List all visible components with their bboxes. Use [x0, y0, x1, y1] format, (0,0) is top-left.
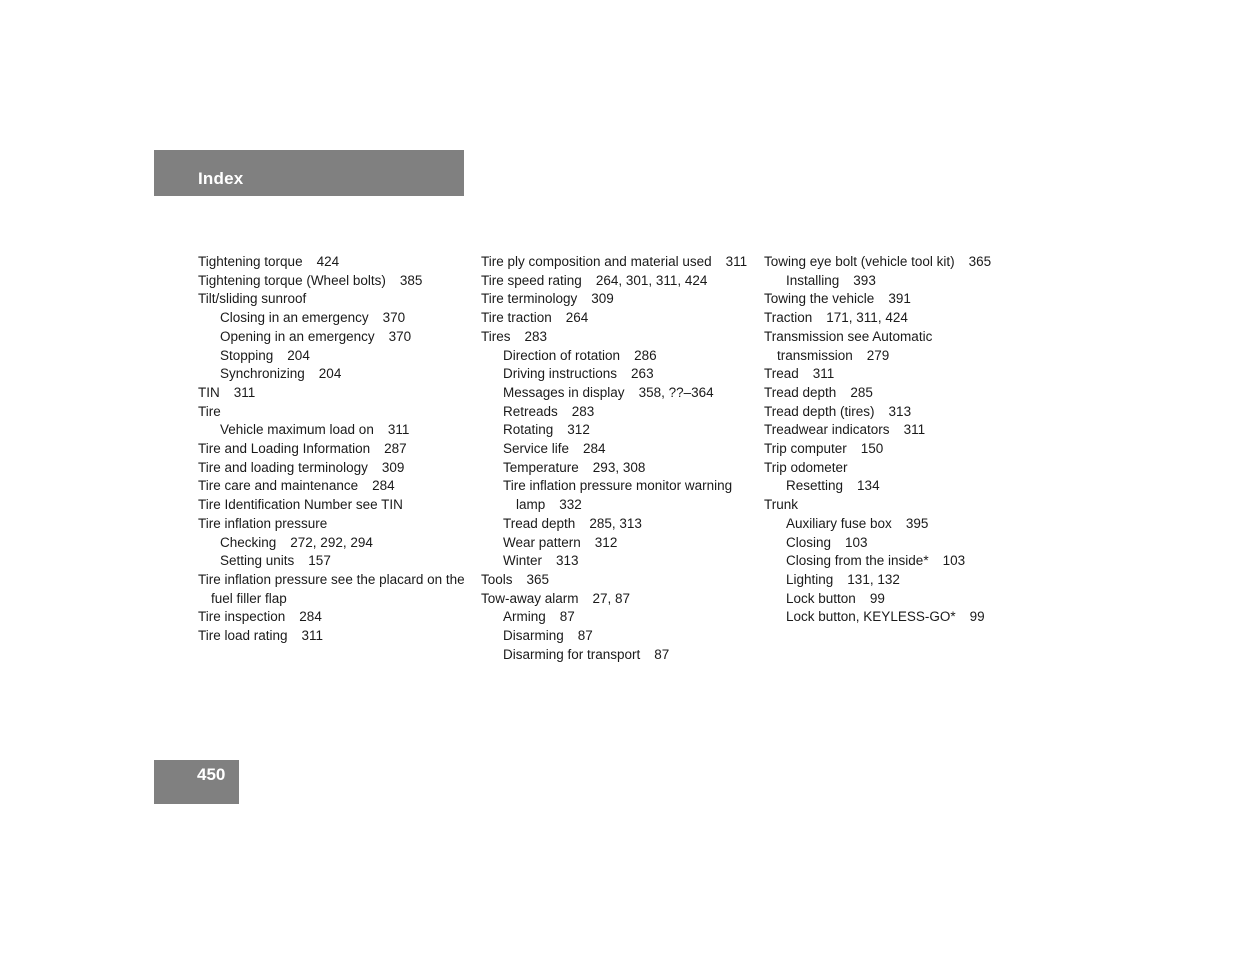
index-term: Direction of rotation — [503, 347, 621, 363]
index-subentry — [198, 309, 473, 328]
page-reference: 424 — [316, 254, 340, 269]
index-term: Tire inflation pressure — [198, 515, 328, 531]
index-term: Retreads — [503, 403, 558, 419]
index-term: Opening in an emergency — [220, 328, 375, 344]
page-reference: 103 — [942, 553, 966, 569]
page-reference: 311 — [387, 422, 410, 438]
page-reference: 332 — [559, 497, 582, 513]
index-entry — [764, 496, 1039, 515]
index-term: Tread — [764, 366, 799, 382]
index-term: Driving instructions — [503, 366, 618, 382]
page-reference: 311 — [301, 628, 324, 644]
page-reference: 150 — [860, 441, 884, 457]
index-subentry — [764, 515, 1039, 534]
index-term: Wear pattern — [503, 534, 581, 550]
page-reference: 283 — [524, 328, 548, 344]
page-reference: 370 — [382, 310, 406, 326]
index-term: Tire load rating — [198, 628, 288, 644]
index-term: Tread depth — [764, 384, 837, 400]
index-term: Trunk — [764, 497, 799, 513]
page-title: Index — [198, 169, 244, 188]
page-reference: 283 — [571, 403, 595, 419]
index-entry — [764, 421, 1039, 440]
index-term: Lock button — [786, 590, 856, 606]
index-column-1 — [198, 253, 473, 646]
page-reference: 171, 311, 424 — [826, 310, 908, 326]
page-reference: 204 — [318, 366, 342, 382]
index-subentry — [764, 552, 1039, 571]
page-reference: 391 — [888, 291, 911, 307]
page-reference: 286 — [634, 347, 657, 363]
index-subentry — [198, 534, 473, 553]
index-entry — [764, 384, 1039, 403]
index-entry — [198, 384, 473, 403]
index-term: Rotating — [503, 422, 554, 438]
index-entry — [764, 403, 1039, 422]
index-subentry — [764, 272, 1039, 291]
index-subentry — [481, 347, 756, 366]
page-number: 450 — [197, 765, 226, 784]
page-reference: 99 — [969, 609, 985, 625]
index-term: Tire terminology — [481, 291, 578, 307]
index-term: Trip computer — [764, 441, 847, 457]
index-entry — [198, 608, 473, 627]
page-reference: 99 — [869, 590, 885, 606]
page-reference: 312 — [594, 534, 618, 550]
index-entry — [764, 440, 1039, 459]
index-subentry — [481, 552, 756, 571]
index-term: Tilt/sliding sunroof — [198, 291, 307, 307]
index-entry — [198, 272, 473, 291]
index-entry — [481, 309, 756, 328]
index-entry — [764, 309, 1039, 328]
index-term: Disarming for transport — [503, 646, 641, 662]
index-term: Closing — [786, 534, 832, 550]
index-term: Closing in an emergency — [220, 310, 369, 326]
index-term: Temperature — [503, 459, 579, 475]
index-entry — [481, 253, 756, 272]
page-reference: 87 — [559, 609, 575, 625]
page-reference: 103 — [845, 534, 868, 550]
index-term: Winter — [503, 553, 543, 569]
index-subentry — [198, 347, 473, 366]
index-entry — [481, 571, 756, 590]
index-subentry — [764, 608, 1039, 627]
index-term: Resetting — [786, 478, 844, 494]
index-term: Tire inflation pressure monitor warning lamp — [503, 478, 733, 513]
index-term: Arming — [503, 609, 546, 625]
index-subentry — [198, 552, 473, 571]
index-term: Messages in display — [503, 384, 625, 400]
page-reference: 285, 313 — [589, 515, 642, 531]
index-term: Treadwear indicators — [764, 422, 890, 438]
index-term: Towing eye bolt (vehicle tool kit) — [764, 254, 955, 269]
index-header-band — [154, 150, 464, 196]
index-entry — [764, 290, 1039, 309]
index-entry — [198, 571, 473, 608]
index-subentry — [764, 534, 1039, 553]
index-term: Traction — [764, 310, 813, 326]
index-term: Tire Identification Number see TIN — [198, 497, 403, 513]
index-term: Vehicle maximum load on — [220, 422, 374, 438]
index-subentry — [481, 403, 756, 422]
index-term: Tires — [481, 328, 511, 344]
index-entry — [764, 253, 1039, 272]
index-subentry — [481, 477, 756, 514]
page-reference: 264, 301, 311, 424 — [595, 272, 708, 288]
index-term: Towing the vehicle — [764, 291, 875, 307]
index-term: Setting units — [220, 553, 295, 569]
index-term: Trip odometer — [764, 459, 848, 475]
page-reference: 285 — [850, 384, 873, 400]
page-reference: 131, 132 — [847, 571, 900, 587]
index-term: Checking — [220, 534, 277, 550]
index-term: Auxiliary fuse box — [786, 515, 892, 531]
index-entry — [481, 272, 756, 291]
index-subentry — [481, 534, 756, 553]
index-term: Tire speed rating — [481, 272, 582, 288]
index-term: Transmission see Automatic transmission — [764, 328, 933, 363]
page-reference: 263 — [631, 366, 654, 382]
index-subentry — [198, 421, 473, 440]
index-term: Tire ply composition and material used — [481, 254, 712, 269]
index-subentry — [198, 365, 473, 384]
index-term: Tools — [481, 571, 513, 587]
page-reference: 27, 87 — [592, 590, 631, 606]
page-reference: 313 — [556, 553, 579, 569]
page-reference: 365 — [968, 254, 992, 269]
index-entry — [481, 328, 756, 347]
index-term: Tire care and maintenance — [198, 478, 359, 494]
index-term: Service life — [503, 441, 570, 457]
index-term: Lock button, KEYLESS-GO* — [786, 609, 956, 625]
index-entry — [198, 459, 473, 478]
page-reference: 284 — [299, 609, 322, 625]
page-reference: 264 — [565, 310, 589, 326]
index-term: Synchronizing — [220, 366, 305, 382]
index-term: Tightening torque (Wheel bolts) — [198, 272, 386, 288]
index-entry — [198, 253, 473, 272]
index-entry — [198, 290, 473, 309]
index-entry — [198, 477, 473, 496]
page-reference: 311 — [233, 384, 256, 400]
index-subentry — [481, 421, 756, 440]
index-entry — [764, 328, 1039, 365]
index-column-3 — [764, 253, 1039, 627]
page-reference: 287 — [384, 441, 407, 457]
index-subentry — [481, 515, 756, 534]
index-subentry — [481, 459, 756, 478]
page-number-tab — [154, 760, 239, 804]
index-entry — [764, 459, 1039, 478]
index-term: Tread depth — [503, 515, 576, 531]
index-term: TIN — [198, 384, 220, 400]
index-subentry — [198, 328, 473, 347]
index-subentry — [481, 365, 756, 384]
page-reference: 309 — [381, 459, 405, 475]
page-reference: 358, ??–364 — [638, 384, 714, 400]
index-entry — [198, 440, 473, 459]
index-subentry — [481, 627, 756, 646]
page-reference: 279 — [866, 347, 890, 363]
page-reference: 272, 292, 294 — [290, 534, 373, 550]
page-reference: 365 — [526, 571, 550, 587]
page-reference: 293, 308 — [592, 459, 646, 475]
index-entry — [198, 515, 473, 534]
page-reference: 313 — [888, 403, 912, 419]
page-reference: 134 — [857, 478, 880, 494]
page-reference: 204 — [287, 347, 310, 363]
index-entry — [764, 365, 1039, 384]
index-term: Disarming — [503, 628, 564, 644]
index-term: Tire and loading terminology — [198, 459, 368, 475]
page-reference: 87 — [577, 628, 593, 644]
page-reference: 393 — [853, 272, 876, 288]
page-reference: 385 — [399, 272, 423, 288]
page-reference: 284 — [583, 441, 606, 457]
index-term: Tread depth (tires) — [764, 403, 875, 419]
index-term: Tire inflation pressure see the placard on the fuel filler flap — [198, 571, 465, 606]
index-term: Tow-away alarm — [481, 590, 579, 606]
index-term: Tire — [198, 403, 221, 419]
index-term: Installing — [786, 272, 840, 288]
index-entry — [481, 290, 756, 309]
page-reference: 87 — [654, 646, 670, 662]
index-subentry — [481, 384, 756, 403]
index-entry — [198, 627, 473, 646]
index-subentry — [481, 440, 756, 459]
page-reference: 311 — [725, 254, 748, 269]
index-entry — [198, 403, 473, 422]
index-subentry — [764, 590, 1039, 609]
index-term: Tire and Loading Information — [198, 441, 371, 457]
index-term: Tire traction — [481, 310, 552, 326]
index-subentry — [481, 608, 756, 627]
index-term: Closing from the inside* — [786, 553, 929, 569]
index-term: Lighting — [786, 571, 834, 587]
index-term: Tightening torque — [198, 254, 303, 269]
page-reference: 284 — [372, 478, 395, 494]
page-reference: 309 — [591, 291, 614, 307]
index-term: Stopping — [220, 347, 274, 363]
index-entry — [481, 590, 756, 609]
page-reference: 311 — [903, 422, 926, 438]
index-subentry — [764, 477, 1039, 496]
page-reference: 370 — [388, 328, 412, 344]
index-term: Tire inspection — [198, 609, 286, 625]
index-column-2 — [481, 253, 756, 664]
page-reference: 395 — [905, 515, 929, 531]
page-reference: 157 — [308, 553, 331, 569]
index-subentry — [481, 646, 756, 665]
page-reference: 311 — [812, 366, 835, 382]
index-entry — [198, 496, 473, 515]
page-reference: 312 — [567, 422, 590, 438]
index-subentry — [764, 571, 1039, 590]
